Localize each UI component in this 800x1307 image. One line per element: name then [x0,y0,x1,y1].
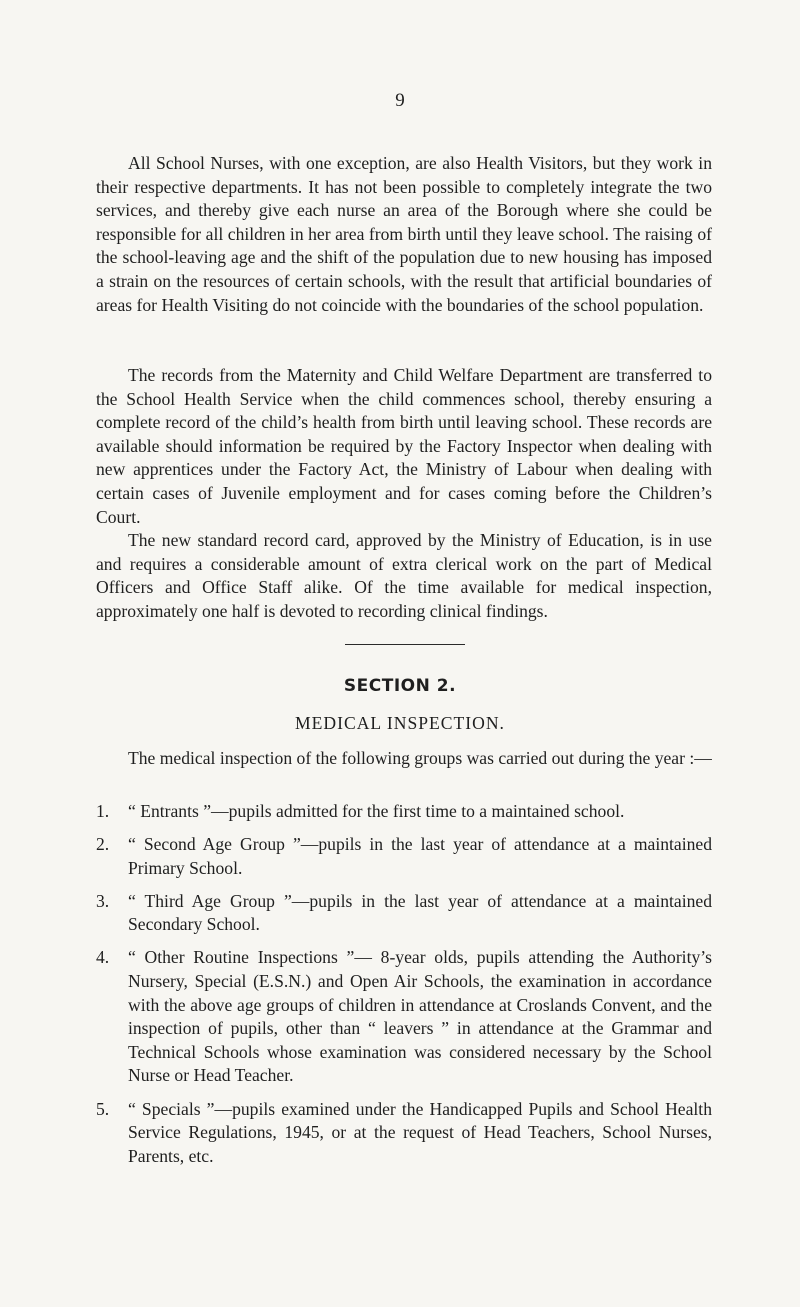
list-item-number: 4. [96,947,110,968]
paragraph-school-nurses: All School Nurses, with one exception, are also Health Visitors, but they work in their respective departments. It has not been possible to completely integrate the two services, and thereby give each nurse an area of the Borough where she could be responsible for all children in her area from birth until they leave school. The raising of the school-leaving age and the shift of the population due to new housing has imposed a strain on the resources of certain schools, with the result that artificial boundaries of areas for Health Visiting do not coincide with the boundaries of the school population. [96,153,712,315]
list-item [96,946,712,1088]
list-item [96,890,712,937]
page-number: 9 [395,90,405,111]
section-heading: SECTION 2. [343,676,457,696]
list-item-number: 3. [96,890,110,911]
list-item-text: “ Second Age Group ”—pupils in the last year of attendance at a maintained Primary School. [128,834,712,878]
list-item [96,833,712,880]
list-item [96,1098,712,1169]
list-item-text: “ Specials ”—pupils examined under the Handicapped Pupils and School Health Service Regulations, 1945, or at the request of Head Teachers, School Nurses, Parents, etc. [128,1098,712,1166]
list-item-number: 5. [96,1098,110,1119]
section-divider [345,644,465,645]
inspection-groups-list [96,800,712,1178]
list-item [96,800,712,824]
list-item-text: “ Entrants ”—pupils admitted for the first time to a maintained school. [128,801,625,821]
paragraph-record-card: The new standard record card, approved by the Ministry of Education, is in use and requires a considerable amount of extra clerical work on the part of Medical Officers and Office Staff alike. Of the time available for medical inspection, approximately one half is devoted to recording clinical findings. [96,530,712,621]
list-item-number: 2. [96,834,110,855]
list-item-number: 1. [96,801,110,821]
section-subheading: MEDICAL INSPECTION. [295,713,505,733]
section-intro: The medical inspection of the following groups was carried out during the year :— [128,748,712,768]
list-item-text: “ Third Age Group ”—pupils in the last year of attendance at a maintained Secondary School. [128,890,712,935]
paragraph-records-transfer: The records from the Maternity and Child Welfare Department are transferred to the School Health Service when the child commences school, thereby ensuring a complete record of the child’s health from birth until leaving school. These records are available should information be required by the Factory Inspector when dealing with new apprentices under the Factory Act, the Ministry of Labour when dealing with certain cases of Juvenile employment and for cases coming before the Children’s Court. [96,365,712,527]
list-item-text: “ Other Routine Inspections ”— 8-year olds, pupils attending the Authority’s Nursery, Special (E.S.N.) and Open Air Schools, the examination in accordance with the above age groups of children in attendance at Croslands Convent, and the inspection of pupils, other than “ leavers ” in attendance at the Grammar and Technical Schools whose examination was considered necessary by the School Nurse or Head Teacher. [128,947,712,1086]
